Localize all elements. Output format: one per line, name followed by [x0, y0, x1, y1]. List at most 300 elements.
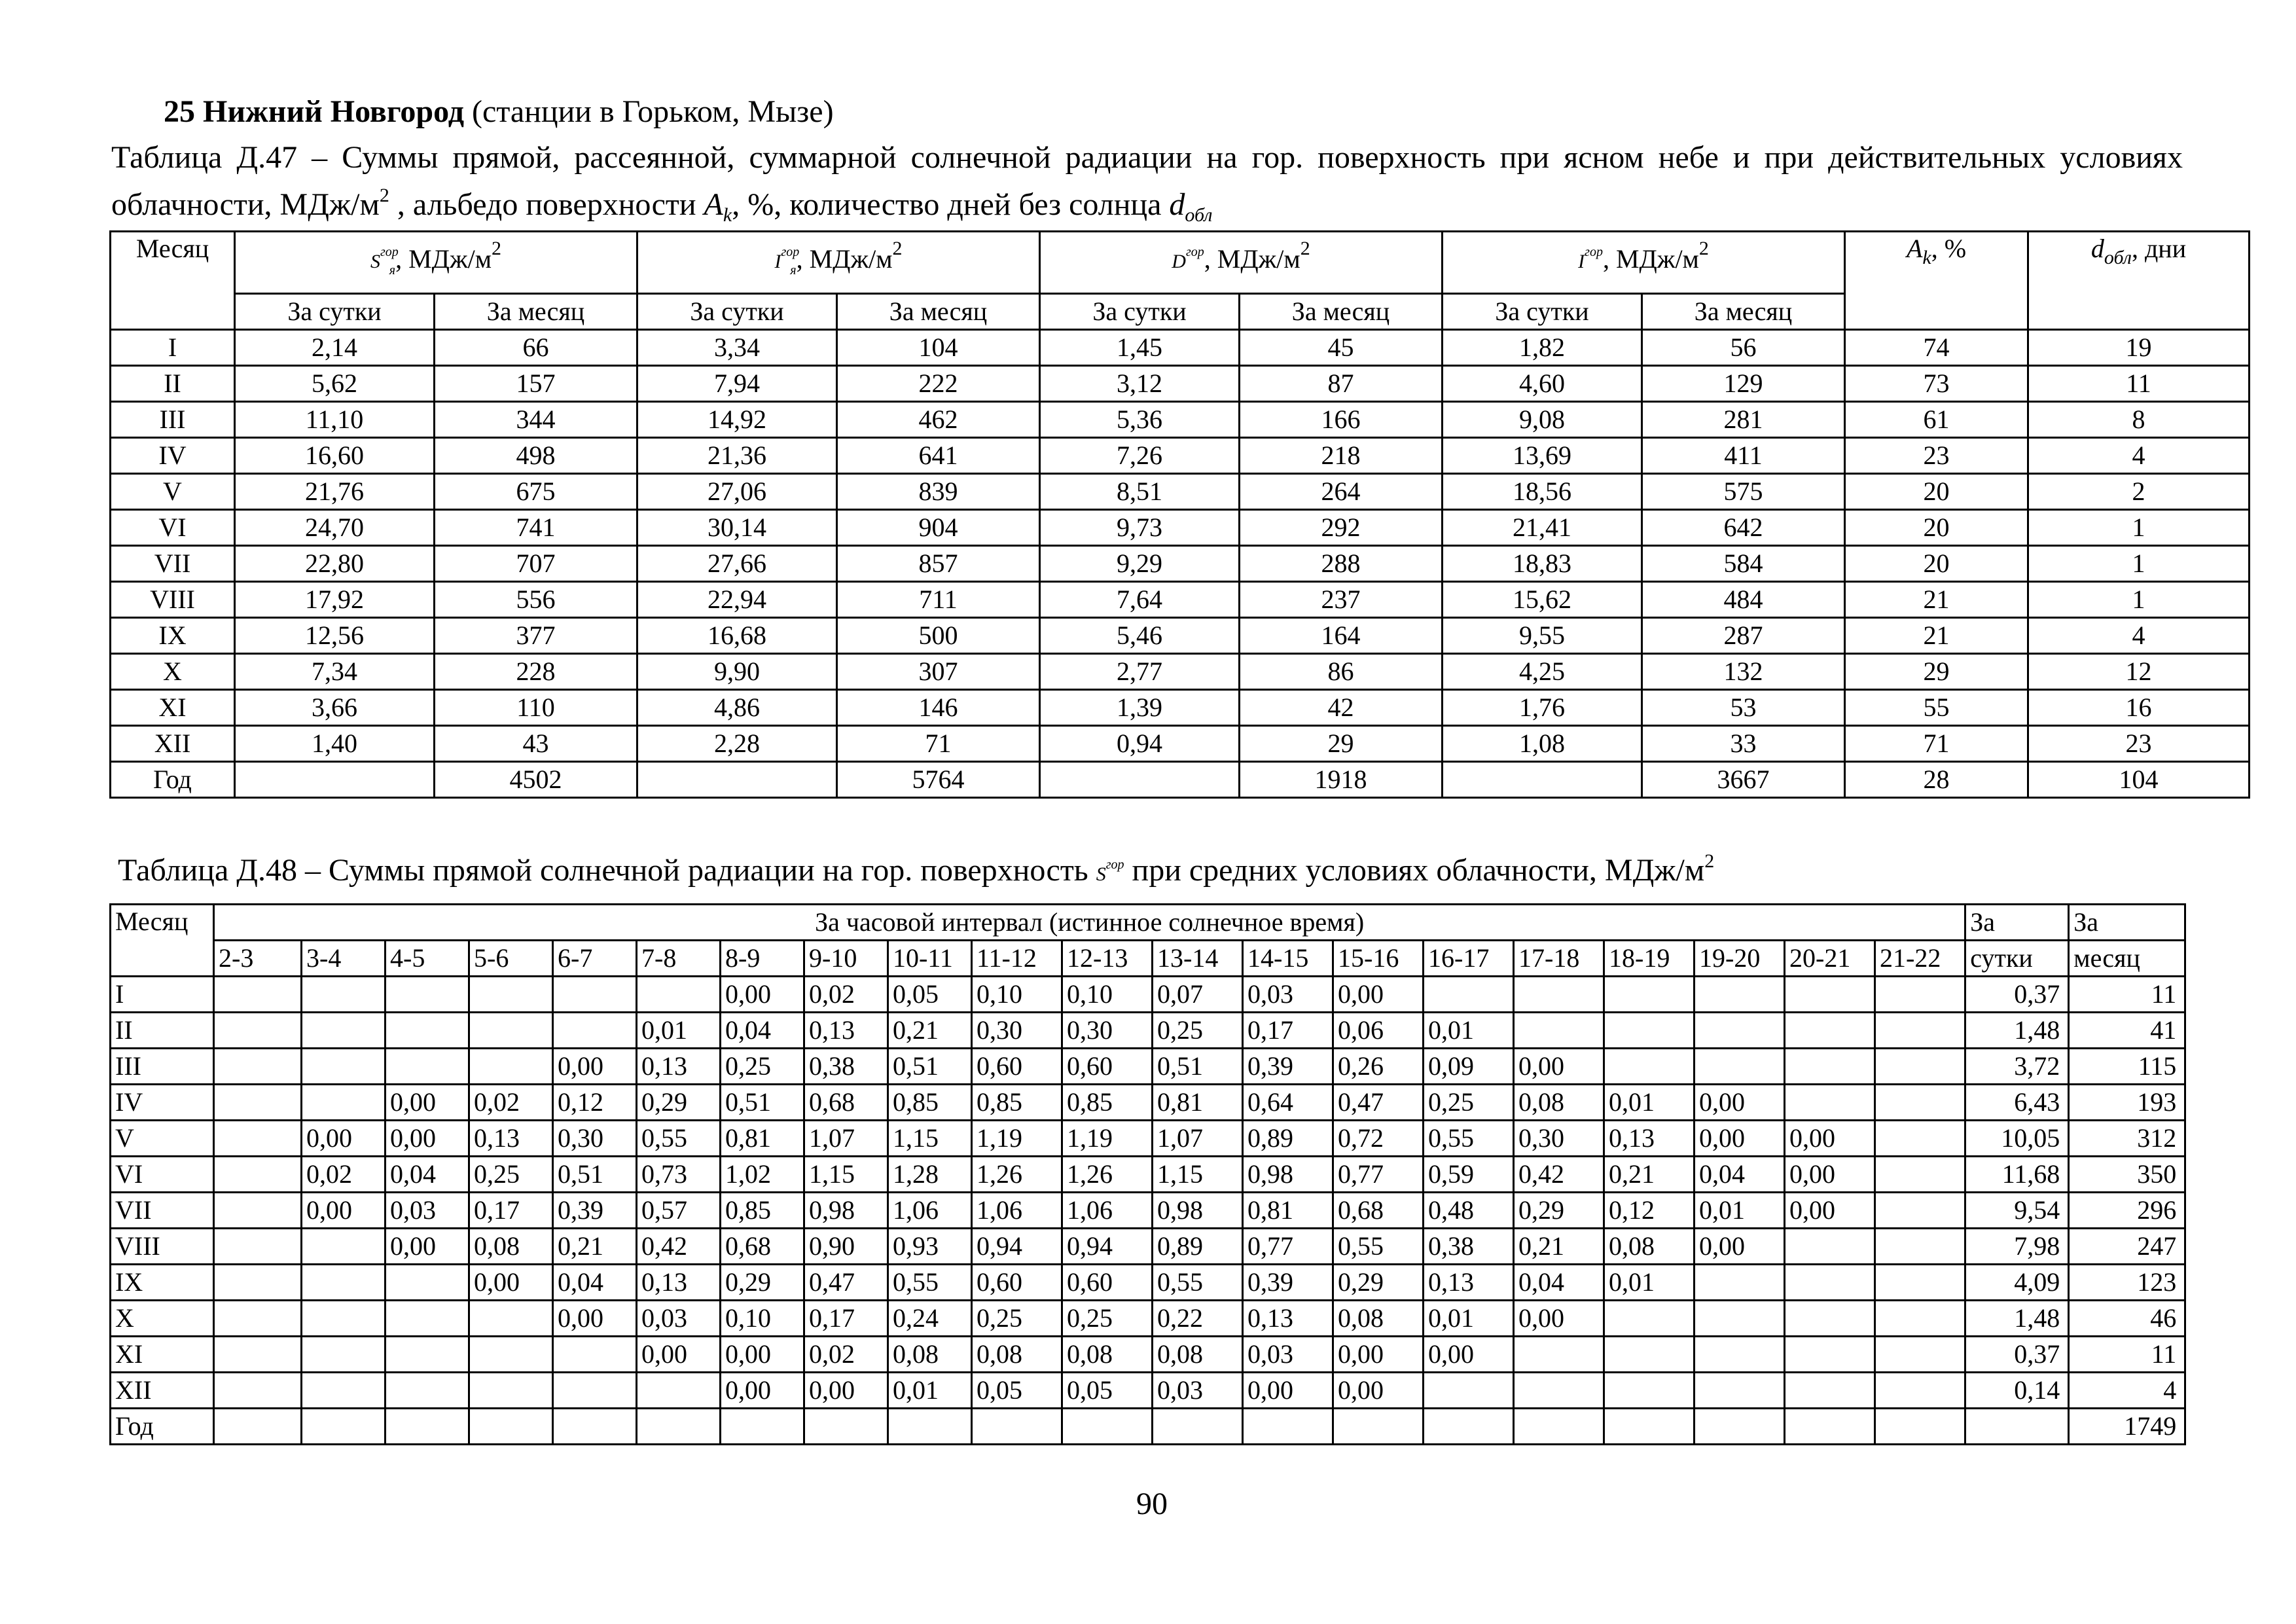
table-cell	[1875, 1301, 1965, 1337]
table-cell	[302, 1085, 386, 1121]
table-cell	[637, 1373, 721, 1409]
table-cell	[804, 1409, 888, 1445]
table-cell: 41	[2069, 1013, 2185, 1049]
table-cell: 0,04	[1514, 1265, 1604, 1301]
section-heading-rest: (станции в Горьком, Мызе)	[464, 94, 834, 129]
table-cell: 4	[2028, 438, 2250, 474]
table-cell: 0,42	[637, 1229, 721, 1265]
table-cell: 5,36	[1040, 402, 1240, 438]
table-cell	[1875, 1085, 1965, 1121]
table-cell: 0,21	[1604, 1157, 1695, 1193]
table-cell: 21,76	[235, 474, 435, 510]
table-cell: 30,14	[637, 510, 837, 546]
table-cell: 0,85	[721, 1193, 804, 1229]
table-cell: 0,81	[721, 1121, 804, 1157]
table-cell	[1875, 1013, 1965, 1049]
table-row	[111, 402, 2250, 438]
table-cell: 0,10	[972, 977, 1062, 1013]
table-cell: 0,00	[1333, 1337, 1424, 1373]
table-cell: 500	[837, 618, 1040, 654]
table-cell: 0,05	[1062, 1373, 1153, 1409]
row-month: VIII	[111, 582, 235, 618]
table-cell: 0,03	[1243, 1337, 1333, 1373]
table-cell: 307	[837, 654, 1040, 690]
table-cell	[302, 977, 386, 1013]
table-cell: 0,01	[888, 1373, 972, 1409]
table-cell: 0,00	[386, 1121, 469, 1157]
hour-interval-header: 7-8	[637, 941, 721, 977]
table-cell	[1785, 1301, 1875, 1337]
table-cell: 0,81	[1153, 1085, 1243, 1121]
table-cell: 0,13	[637, 1265, 721, 1301]
symbol-A: A	[704, 187, 723, 222]
table-cell	[469, 1373, 553, 1409]
symbol-I-actual: $I^{гор}$	[1578, 245, 1603, 272]
table-cell	[1604, 1013, 1695, 1049]
row-month: IV	[111, 1085, 214, 1121]
table-cell	[1785, 1229, 1875, 1265]
table-cell: 1,26	[1062, 1157, 1153, 1193]
table-cell: 0,00	[1424, 1337, 1514, 1373]
table-cell: 4,09	[1965, 1265, 2069, 1301]
table-cell: 0,39	[1243, 1265, 1333, 1301]
table-cell: 0,94	[972, 1229, 1062, 1265]
table-cell: 0,72	[1333, 1121, 1424, 1157]
table-cell: 0,73	[637, 1157, 721, 1193]
table-cell: 0,60	[972, 1265, 1062, 1301]
table-cell	[1062, 1409, 1153, 1445]
table-cell: 1,45	[1040, 330, 1240, 366]
table-cell	[469, 977, 553, 1013]
row-month: II	[111, 1013, 214, 1049]
hour-interval-header: 20-21	[1785, 941, 1875, 977]
table-cell: 1,82	[1443, 330, 1642, 366]
table-cell: 1,15	[888, 1121, 972, 1157]
table-cell: 56	[1642, 330, 1845, 366]
header-interval: За часовой интервал (истинное солнечное время)	[214, 905, 1965, 941]
table-cell: 0,02	[302, 1157, 386, 1193]
table-cell: 1,06	[972, 1193, 1062, 1229]
subheader-month: За месяц	[435, 294, 637, 330]
table-cell: 641	[837, 438, 1040, 474]
table-cell	[235, 762, 435, 798]
table-cell: 45	[1240, 330, 1443, 366]
table-cell	[1875, 1229, 1965, 1265]
table-cell: 237	[1240, 582, 1443, 618]
section-heading	[164, 93, 834, 131]
hour-interval-header: 18-19	[1604, 941, 1695, 977]
table-cell	[214, 1121, 302, 1157]
table-cell: 0,13	[804, 1013, 888, 1049]
table-cell: 11	[2069, 1337, 2185, 1373]
table-cell: 132	[1642, 654, 1845, 690]
table-cell	[1695, 1301, 1785, 1337]
table-cell: 0,47	[1333, 1085, 1424, 1121]
table-cell: 0,48	[1424, 1193, 1514, 1229]
table-cell: 0,03	[1243, 977, 1333, 1013]
table-cell	[1604, 977, 1695, 1013]
table-cell: 0,17	[469, 1193, 553, 1229]
table-cell: 218	[1240, 438, 1443, 474]
hour-interval-header: 17-18	[1514, 941, 1604, 977]
hour-interval-header: 15-16	[1333, 941, 1424, 977]
symbol-I: $I^{гор}_я$	[774, 245, 800, 278]
table-cell: 377	[435, 618, 637, 654]
table-cell: 5,46	[1040, 618, 1240, 654]
table-cell	[302, 1229, 386, 1265]
table-row	[111, 582, 2250, 618]
table-cell: 11,10	[235, 402, 435, 438]
table-cell: 0,98	[1243, 1157, 1333, 1193]
table-cell	[637, 977, 721, 1013]
table-cell: 0,00	[386, 1085, 469, 1121]
table-cell: 350	[2069, 1157, 2185, 1193]
table-cell: 498	[435, 438, 637, 474]
table-cell	[721, 1409, 804, 1445]
table-cell	[302, 1409, 386, 1445]
table-row	[111, 438, 2250, 474]
table-row	[111, 1085, 2185, 1121]
table-cell: 0,38	[804, 1049, 888, 1085]
table-cell: 0,00	[1695, 1121, 1785, 1157]
table-cell: 0,38	[1424, 1229, 1514, 1265]
table47-caption	[111, 139, 2183, 234]
header-month: Месяц	[111, 905, 214, 977]
table-cell	[302, 1373, 386, 1409]
table-cell	[214, 977, 302, 1013]
table-row	[111, 1193, 2185, 1229]
table-cell: 0,30	[972, 1013, 1062, 1049]
table-cell: 281	[1642, 402, 1845, 438]
table-cell	[1153, 1409, 1243, 1445]
header-i: $I^{гор}_я$, МДж/$м^2$	[637, 232, 1040, 294]
table-cell: 0,30	[1062, 1013, 1153, 1049]
table-cell: 104	[837, 330, 1040, 366]
table-cell: 0,39	[1243, 1049, 1333, 1085]
table-cell: 0,85	[1062, 1085, 1153, 1121]
table-row	[111, 1121, 2185, 1157]
table-cell	[1040, 762, 1240, 798]
table-cell: 0,98	[804, 1193, 888, 1229]
table-cell: 2,77	[1040, 654, 1240, 690]
table-cell	[469, 1409, 553, 1445]
table-cell: 20	[1845, 546, 2028, 582]
row-month: XI	[111, 690, 235, 726]
table-row	[111, 1013, 2185, 1049]
hour-interval-header: 3-4	[302, 941, 386, 977]
page-number: 90	[1136, 1487, 1168, 1521]
table-cell	[214, 1265, 302, 1301]
table-cell: 0,02	[469, 1085, 553, 1121]
table47-caption-a: Таблица Д.47 – Суммы прямой, рассеянной, суммарной солнечной радиации на гор. поверхность при ясном небе и при действительных условиях облачности, МДж/м	[111, 140, 2183, 222]
table-cell: 4	[2028, 618, 2250, 654]
subheader-month: За месяц	[837, 294, 1040, 330]
table-row	[111, 654, 2250, 690]
table-cell: 33	[1642, 726, 1845, 762]
hour-interval-header: 11-12	[972, 941, 1062, 977]
table-cell: 0,01	[1695, 1193, 1785, 1229]
table-cell: 27,66	[637, 546, 837, 582]
table-cell: 0,13	[1604, 1121, 1695, 1157]
table-cell: 0,04	[386, 1157, 469, 1193]
table-cell: 15,62	[1443, 582, 1642, 618]
table-cell: 18,83	[1443, 546, 1642, 582]
table-cell: 0,10	[1062, 977, 1153, 1013]
table-cell: 3,72	[1965, 1049, 2069, 1085]
hour-interval-header: 2-3	[214, 941, 302, 977]
table-cell: 0,24	[888, 1301, 972, 1337]
table-cell: 7,98	[1965, 1229, 2069, 1265]
table-cell: 0,00	[1785, 1121, 1875, 1157]
table-cell: 904	[837, 510, 1040, 546]
table-cell: 1,40	[235, 726, 435, 762]
table-cell: 0,94	[1040, 726, 1240, 762]
table-cell: 0,00	[1514, 1301, 1604, 1337]
table-cell: 7,34	[235, 654, 435, 690]
table-cell: 0,08	[972, 1337, 1062, 1373]
table-cell: 0,26	[1333, 1049, 1424, 1085]
table-cell: 0,55	[1153, 1265, 1243, 1301]
header-month-b: месяц	[2069, 941, 2185, 977]
table-cell	[386, 1049, 469, 1085]
table-cell: 1918	[1240, 762, 1443, 798]
table-row	[111, 1337, 2185, 1373]
table-cell: 10,05	[1965, 1121, 2069, 1157]
table-cell	[553, 1337, 637, 1373]
table-cell: 0,51	[721, 1085, 804, 1121]
table-cell: 2,28	[637, 726, 837, 762]
table-cell	[1514, 1337, 1604, 1373]
row-month: II	[111, 366, 235, 402]
table-cell: 23	[1845, 438, 2028, 474]
table-cell: 0,64	[1243, 1085, 1333, 1121]
table-47	[109, 230, 2250, 799]
table-cell: 7,64	[1040, 582, 1240, 618]
table-cell	[1604, 1409, 1695, 1445]
table-cell	[553, 977, 637, 1013]
table-cell: 411	[1642, 438, 1845, 474]
row-month: I	[111, 977, 214, 1013]
table-cell: 0,04	[553, 1265, 637, 1301]
table-cell	[1875, 1373, 1965, 1409]
table-cell	[302, 1337, 386, 1373]
row-month: Год	[111, 1409, 214, 1445]
table-cell: 0,07	[1153, 977, 1243, 1013]
table-cell: 157	[435, 366, 637, 402]
table-cell: 0,05	[972, 1373, 1062, 1409]
table-cell: 7,94	[637, 366, 837, 402]
subheader-day: За сутки	[1443, 294, 1642, 330]
table-cell: 0,04	[1695, 1157, 1785, 1193]
table-cell: 3,12	[1040, 366, 1240, 402]
table-cell	[214, 1409, 302, 1445]
header-idot: $I^{гор}$, МДж/$м^2$	[1443, 232, 1845, 294]
table-cell	[1695, 1049, 1785, 1085]
table-cell: 19	[2028, 330, 2250, 366]
table-cell	[302, 1013, 386, 1049]
table-cell: 9,54	[1965, 1193, 2069, 1229]
table-row	[111, 1409, 2185, 1445]
table-cell: 4,25	[1443, 654, 1642, 690]
table-cell: 0,03	[637, 1301, 721, 1337]
table-cell: 71	[837, 726, 1040, 762]
hour-interval-header: 21-22	[1875, 941, 1965, 977]
table-cell	[214, 1301, 302, 1337]
table-cell	[637, 1409, 721, 1445]
table-cell: 0,13	[1243, 1301, 1333, 1337]
table-cell: 0,25	[1153, 1013, 1243, 1049]
table-cell: 0,29	[637, 1085, 721, 1121]
table-cell	[1514, 1409, 1604, 1445]
table-cell: 222	[837, 366, 1040, 402]
table-cell: 66	[435, 330, 637, 366]
table-cell: 484	[1642, 582, 1845, 618]
table-cell: 0,08	[1514, 1085, 1604, 1121]
table-cell: 0,02	[804, 977, 888, 1013]
table-cell	[553, 1409, 637, 1445]
table-cell: 0,68	[1333, 1193, 1424, 1229]
table-cell: 9,29	[1040, 546, 1240, 582]
table-cell: 0,08	[1333, 1301, 1424, 1337]
table-cell: 0,01	[637, 1013, 721, 1049]
table-cell	[1443, 762, 1642, 798]
hour-interval-header: 9-10	[804, 941, 888, 977]
table-cell: 29	[1240, 726, 1443, 762]
table-cell: 584	[1642, 546, 1845, 582]
symbol-d: d	[1169, 187, 1185, 222]
table-cell	[1695, 1265, 1785, 1301]
table47-caption-b: , альбедо поверхности	[389, 187, 704, 222]
table-cell: 0,00	[386, 1229, 469, 1265]
subheader-day: За сутки	[235, 294, 435, 330]
table-cell: 0,00	[469, 1265, 553, 1301]
table-cell	[1695, 1409, 1785, 1445]
row-month: XI	[111, 1337, 214, 1373]
table47-body	[111, 330, 2250, 798]
table-cell	[1785, 1085, 1875, 1121]
table-cell: 839	[837, 474, 1040, 510]
table-cell: 13,69	[1443, 438, 1642, 474]
table-cell: 675	[435, 474, 637, 510]
sup-2: 2	[379, 185, 389, 206]
table-cell: 2	[2028, 474, 2250, 510]
table-cell: 0,00	[1333, 1373, 1424, 1409]
table-cell: 11	[2028, 366, 2250, 402]
row-month: Год	[111, 762, 235, 798]
table-cell: 104	[2028, 762, 2250, 798]
table-cell: 74	[1845, 330, 2028, 366]
table-cell: 21,36	[637, 438, 837, 474]
row-month: VII	[111, 1193, 214, 1229]
hour-interval-header: 6-7	[553, 941, 637, 977]
table-cell: 20	[1845, 510, 2028, 546]
table-cell: 9,90	[637, 654, 837, 690]
table-cell: 0,85	[972, 1085, 1062, 1121]
table-cell: 0,08	[1604, 1229, 1695, 1265]
table-cell: 0,00	[302, 1121, 386, 1157]
table-cell	[637, 762, 837, 798]
table-cell	[1333, 1409, 1424, 1445]
table-cell: 0,08	[469, 1229, 553, 1265]
table-cell: 0,22	[1153, 1301, 1243, 1337]
table-cell: 42	[1240, 690, 1443, 726]
table-cell	[386, 1337, 469, 1373]
table-cell: 0,00	[302, 1193, 386, 1229]
table-cell: 146	[837, 690, 1040, 726]
symbol-D: $D^{гор}$	[1172, 245, 1204, 272]
table-cell: 5,62	[235, 366, 435, 402]
table-cell: 0,42	[1514, 1157, 1604, 1193]
table-cell: 4,86	[637, 690, 837, 726]
table-cell: 16	[2028, 690, 2250, 726]
hour-interval-header: 5-6	[469, 941, 553, 977]
table-cell	[214, 1229, 302, 1265]
hour-interval-header: 10-11	[888, 941, 972, 977]
table-row	[111, 726, 2250, 762]
table-cell: 462	[837, 402, 1040, 438]
table-cell	[302, 1049, 386, 1085]
table-cell: 1,15	[804, 1157, 888, 1193]
table47-caption-c: , %, количество дней без солнца	[732, 187, 1170, 222]
table-cell: 7,26	[1040, 438, 1240, 474]
row-month: IX	[111, 1265, 214, 1301]
table-cell: 18,56	[1443, 474, 1642, 510]
table-cell	[1514, 977, 1604, 1013]
table-cell: 0,68	[721, 1229, 804, 1265]
table-cell: 0,30	[553, 1121, 637, 1157]
table-cell: 0,00	[1243, 1373, 1333, 1409]
table-cell: 28	[1845, 762, 2028, 798]
table-cell: 1	[2028, 546, 2250, 582]
table-cell	[1514, 1013, 1604, 1049]
table-cell	[1875, 1409, 1965, 1445]
table-cell: 575	[1642, 474, 1845, 510]
table-row	[111, 1301, 2185, 1337]
table-cell	[1785, 1337, 1875, 1373]
table-cell: 0,89	[1243, 1121, 1333, 1157]
table-cell: 0,00	[553, 1301, 637, 1337]
table-cell: 0,98	[1153, 1193, 1243, 1229]
table-cell: 741	[435, 510, 637, 546]
hour-interval-header: 14-15	[1243, 941, 1333, 977]
table-row	[111, 1265, 2185, 1301]
section-heading-bold: 25 Нижний Новгород	[164, 94, 465, 129]
table-cell: 11	[2069, 977, 2185, 1013]
table48-caption	[118, 840, 1714, 895]
table-cell: 8	[2028, 402, 2250, 438]
table-cell: 123	[2069, 1265, 2185, 1301]
table-cell	[386, 977, 469, 1013]
subheader-day: За сутки	[637, 294, 837, 330]
row-month: VIII	[111, 1229, 214, 1265]
table-cell	[972, 1409, 1062, 1445]
table-cell: 0,25	[721, 1049, 804, 1085]
table-cell: 0,55	[888, 1265, 972, 1301]
table-cell	[386, 1013, 469, 1049]
table-cell	[302, 1265, 386, 1301]
table-cell: 5764	[837, 762, 1040, 798]
table-cell: 6,43	[1965, 1085, 2069, 1121]
table-cell: 0,00	[637, 1337, 721, 1373]
table-cell: 0,29	[1514, 1193, 1604, 1229]
table-cell	[1965, 1409, 2069, 1445]
row-month: I	[111, 330, 235, 366]
table-cell: 0,21	[888, 1013, 972, 1049]
table48-caption-b: при средних условиях облачности, МДж/м	[1124, 853, 1705, 888]
table-cell: 0,51	[553, 1157, 637, 1193]
table-cell	[1875, 1049, 1965, 1085]
sup-2: 2	[1704, 850, 1715, 872]
